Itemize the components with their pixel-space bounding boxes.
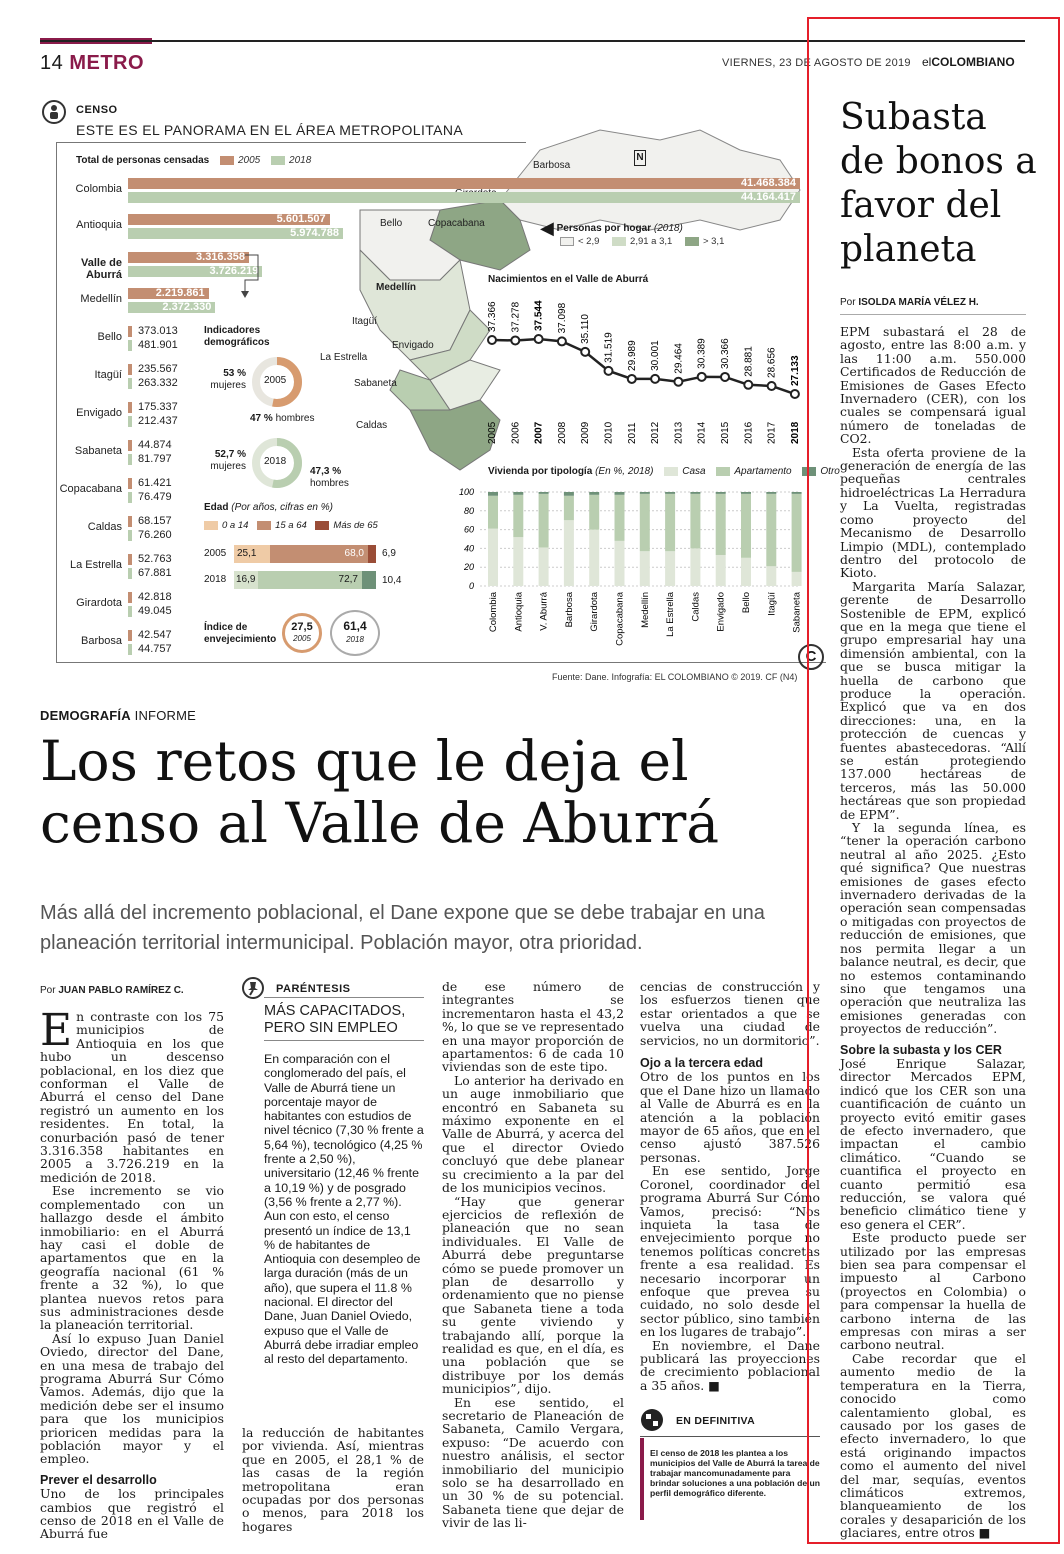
population-bar-2005 xyxy=(128,402,132,413)
population-value-2018: 44.757 xyxy=(138,643,172,655)
births-x-tick: 2010 xyxy=(603,421,615,444)
age-2018-adult: 72,7 xyxy=(258,571,362,589)
population-row-label: Bello xyxy=(97,331,122,343)
aging-title: Índice de envejecimiento xyxy=(204,622,277,645)
connector-arrow xyxy=(240,250,270,300)
age-2018-young: 16,9 xyxy=(234,571,258,589)
births-x-tick: 2009 xyxy=(580,421,592,444)
population-row-label: Antioquia xyxy=(76,219,122,231)
housing-bar-casa xyxy=(615,541,625,586)
births-x-tick: 2008 xyxy=(556,421,568,444)
population-bar-2005 xyxy=(128,630,132,641)
age-2005-young: 25,1 xyxy=(234,545,270,563)
housing-bar-casa xyxy=(766,566,776,586)
population-value-2005: 41.468.384 xyxy=(740,177,796,189)
housing-x-tick: Barbosa xyxy=(563,592,575,628)
legend-swatch-2018 xyxy=(271,156,285,165)
date-line: VIERNES, 23 DE AGOSTO DE 2019 xyxy=(722,57,911,69)
article-column-2: la reducción de habitantes por vivienda. Así, mientras que en 2005, el 28,1 % de las casas de la región metropolitana eran ocupadas por dos personas o menos, para 2018 los hogares xyxy=(242,1425,424,1534)
age-legend: 0 a 14 15 a 64 Más de 65 xyxy=(204,520,378,531)
housing-bar-apartamento xyxy=(640,494,650,551)
housing-y-tick: 0 xyxy=(468,581,474,591)
housing-x-tick: Colombia xyxy=(488,592,499,633)
population-bar-2018 xyxy=(128,454,132,465)
map-label-envigado: Envigado xyxy=(392,340,434,351)
housing-bar-casa xyxy=(640,551,650,586)
births-point xyxy=(651,375,659,383)
population-value-2005: 175.337 xyxy=(138,401,178,413)
census-icon xyxy=(42,100,66,124)
births-data-label: 30.001 xyxy=(650,340,662,371)
housing-bar-apartamento xyxy=(589,495,599,530)
population-bar-2005 xyxy=(128,516,132,527)
population-bar-2018 xyxy=(128,340,132,351)
births-data-label: 37.366 xyxy=(487,301,498,332)
population-value-2018: 49.045 xyxy=(138,605,172,617)
population-value-2018: 5.974.788 xyxy=(290,227,340,239)
housing-bar-otro xyxy=(741,492,751,494)
population-value-2018: 76.260 xyxy=(138,529,172,541)
births-chart-title: Nacimientos en el Valle de Aburrá xyxy=(488,274,649,285)
housing-bar-otro xyxy=(665,492,675,494)
population-row-label: Medellín xyxy=(80,293,122,305)
population-bar-2005 xyxy=(128,554,132,565)
women-2005: 53 % mujeres xyxy=(210,368,246,391)
housing-y-tick: 40 xyxy=(463,543,474,554)
births-x-tick: 2005 xyxy=(487,421,498,444)
births-data-label: 30.366 xyxy=(720,338,731,369)
age-title: Edad (Por años, cifras en %) xyxy=(204,502,333,513)
age-2005-old: 6,9 xyxy=(382,548,396,559)
map-label-la-estrella: La Estrella xyxy=(320,352,368,363)
age-row-2005-year: 2005 xyxy=(204,548,227,559)
housing-x-tick: Envigado xyxy=(715,592,727,632)
population-bar-2018 xyxy=(128,416,132,427)
births-point xyxy=(535,335,543,343)
age-2018-old: 10,4 xyxy=(382,575,402,586)
housing-bar-casa xyxy=(741,558,751,586)
sidebar-body: EPM subastará el 28 de agosto, entre las 8:00 a.m. y las 11:00 a.m. 550.000 Certificados de Reducción de Emisiones de Gases Efecto Invernadero (CER), con los cuales se compensará igual número de toneladas de CO2. Esta oferta proviene de la generación de energía de las pequeñas centrales hidroeléctricas La Herradura y La Vuelta, registradas como proyecto del Mecanismo de Desarrollo Limpio (MDL), contemplado dentro del protocolo de Kioto. Margarita María Salazar, gerente de Desarrollo Sostenible de EPM, explicó que en la mega que tiene el grupo empresarial hay una dimensión ambiental, con la que se busca mitigar la huella de carbono que produce la operación. Explicó que va en dos direcciones: una, en la protección de cuencas y fuentes abastecedoras. “Allí se están protegiendo 137.000 hectáreas de terceros, más las 50.000 hectáreas que son propiedad de EPM”. Y la segunda línea, es “tener la operación carbono neutral al año 2025. ¿Esto qué significa? Que nuestras emisiones de gases efecto invernadero derivadas de la operación sean compensadas o mitigadas con proyectos de reducción de emisiones, que nos permita llegar a un balance neutral, es decir, que no estemos contaminando sino que tengamos una operación que neutraliza las emisiones generadas con proyectos de reducción”. Sobre la subasta y los CER José Enrique Salazar, director Mercados EPM, indicó que los CER son una cuantificación de cuánto un proyecto evitó emitir gases de efecto invernadero, que impactan el cambio climático. “Cuando se cuantifica el proyecto en cuanto permitió esa reducción, se valora qué beneficio climático tiene y eso genera el CER”. Este producto puede ser utilizado por las empresas bien sea para compensar el impuesto al Carbono (proyectos en Colombia) o para compensar la huella de carbono interna de las empresas con miras a ser carbono neutral. Cabe recordar que el aumento medio de la temperatura en la Tierra, conocido como calentamiento global, es causado por los gases de efecto invernadero, lo que está originando impactos como el aumento del nivel del mar, sequías, eventos climáticos extremos, blanqueamiento de los corales y desaparición de los glaciares, entre otros ■ xyxy=(840,324,1026,1541)
housing-bar-apartamento xyxy=(690,494,700,549)
housing-bar-apartamento xyxy=(615,495,625,541)
map-label-medellin: Medellín xyxy=(376,282,417,293)
housing-y-tick: 60 xyxy=(463,524,474,535)
births-x-tick: 2011 xyxy=(626,422,638,444)
population-value-2005: 373.013 xyxy=(138,325,178,337)
population-value-2018: 2.372.330 xyxy=(162,301,212,313)
population-row-label: Barbosa xyxy=(81,635,122,647)
infographic-subtitle: ESTE ES EL PANORAMA EN EL ÁREA METROPOLITANA xyxy=(76,122,464,138)
births-data-label: 29.464 xyxy=(673,343,685,374)
housing-bar-apartamento xyxy=(665,494,675,551)
housing-chart-title: Vivienda por tipología (En %, 2018) Casa Apartamento Otro xyxy=(488,466,840,477)
map-label-caldas: Caldas xyxy=(356,420,388,431)
housing-bar-otro xyxy=(690,492,700,494)
births-x-tick: 2015 xyxy=(720,421,731,444)
housing-x-tick: V. Aburrá xyxy=(538,592,550,631)
population-value-2005: 61.421 xyxy=(138,477,172,489)
births-data-label: 28.656 xyxy=(766,347,778,378)
pin-icon xyxy=(242,977,264,999)
sidebar-rule xyxy=(840,314,1026,315)
housing-bar-otro xyxy=(615,492,625,495)
births-data-label: 31.519 xyxy=(603,332,615,363)
population-row-label: Girardota xyxy=(76,597,122,609)
age-row-2018-year: 2018 xyxy=(204,574,227,585)
population-bar-2005 xyxy=(128,478,132,489)
housing-bar-casa xyxy=(792,572,802,586)
population-value-2005: 3.316.358 xyxy=(196,251,245,263)
population-row-label: Colombia xyxy=(75,183,122,195)
births-x-tick: 2012 xyxy=(650,421,662,444)
population-row-label: Caldas xyxy=(87,521,122,533)
population-value-2005: 2.219.861 xyxy=(155,287,205,299)
housing-x-tick: Itagüí xyxy=(766,592,778,616)
housing-bar-casa xyxy=(513,537,523,586)
population-value-2005: 42.818 xyxy=(138,591,172,603)
population-bar-2018 xyxy=(128,492,132,503)
population-row-label: Sabaneta xyxy=(74,445,122,457)
parentesis-rule-2 xyxy=(264,1040,424,1041)
population-bar-2018 xyxy=(128,530,132,541)
section-name: METRO xyxy=(69,52,145,74)
population-row-label: Envigado xyxy=(76,407,122,419)
housing-x-tick: Antioquia xyxy=(513,592,525,632)
map-label-itagui: Itagüí xyxy=(352,316,378,327)
page-number: 14 xyxy=(40,52,64,74)
housing-x-tick: Sabaneta xyxy=(791,592,803,633)
arrow-left-icon: ◀ xyxy=(540,218,554,238)
births-point xyxy=(674,378,682,386)
population-value-2005: 68.157 xyxy=(138,515,172,527)
housing-x-tick: La Estrella xyxy=(665,592,677,637)
newspaper-logo: elCOLOMBIANO xyxy=(922,55,1015,69)
housing-bar-apartamento xyxy=(513,495,523,537)
births-data-label: 30.389 xyxy=(696,338,708,369)
population-bar-2018 xyxy=(128,568,132,579)
housing-bar-otro xyxy=(539,492,549,494)
map-label-sabaneta: Sabaneta xyxy=(354,378,397,389)
housing-bar-casa xyxy=(690,548,700,586)
births-x-tick: 2013 xyxy=(673,421,685,444)
population-value-2018: 44.164.417 xyxy=(740,191,796,203)
age-2018-old-bar xyxy=(362,571,376,589)
parentesis-title: MÁS CAPACITADOS, PERO SIN EMPLEO xyxy=(264,1003,406,1036)
population-value-2005: 42.547 xyxy=(138,629,172,641)
dropcap: E xyxy=(40,1005,73,1056)
checker-icon xyxy=(640,1408,664,1432)
housing-bar-apartamento xyxy=(716,494,726,555)
housing-bar-otro xyxy=(792,492,802,494)
en-definitiva-rule xyxy=(640,1436,820,1437)
population-legend: Total de personas censadas 2005 2018 xyxy=(76,155,312,166)
births-point xyxy=(768,382,776,390)
household-legend-items: < 2,9 2,91 a 3,1 > 3,1 xyxy=(560,236,724,247)
population-value-2018: 481.901 xyxy=(138,339,178,351)
births-point xyxy=(721,373,729,381)
indicators-title: Indicadores demográficos xyxy=(204,325,270,348)
population-value-2018: 76.479 xyxy=(138,491,172,503)
housing-x-tick: Girardota xyxy=(589,592,601,632)
births-point xyxy=(744,381,752,389)
births-point xyxy=(581,348,589,356)
housing-x-tick: Bello xyxy=(741,592,752,614)
housing-bar-apartamento xyxy=(741,494,751,558)
household-legend: ◀ Personas por hogar (2018) xyxy=(540,218,683,238)
parentesis-label: PARÉNTESIS xyxy=(276,983,351,995)
housing-bar-casa xyxy=(589,530,599,586)
housing-bar-apartamento xyxy=(792,494,802,572)
population-row-label: Copacabana xyxy=(59,483,122,495)
age-2005-old-bar xyxy=(368,545,376,563)
births-x-tick: 2017 xyxy=(766,421,778,444)
parentesis-body: En comparación con el conglomerado del país, el Valle de Aburrá tiene un porcentaje mayor de habitantes con estudios de nivel técnico (7,30 % frente a 5,64 %), tecnológico (4,25 % frente a 2,50 %), universitario (12,46 % frente a 10,19 %) y de posgrado (3,56 % frente a 2,77 %). Aun con esto, el censo presentó un índice de 13,1 % de habitantes de Antioquia con desempleo de larga duración (más de un año), que supera el 11.8 % nacional. El director del Dane, Juan Daniel Oviedo, expuso que el Valle de Aburrá debe irradiar empleo al resto del departamento. xyxy=(264,1052,424,1367)
aging-2005: 27,5 2005 xyxy=(282,613,322,653)
housing-bar-otro xyxy=(589,492,599,495)
population-bar-2018 xyxy=(128,644,132,655)
aging-2018: 61,4 2018 xyxy=(330,610,380,656)
population-bar-2018 xyxy=(128,606,132,617)
map-label-copacabana: Copacabana xyxy=(428,218,485,229)
population-row-label: Itagüí xyxy=(94,369,122,381)
legend-swatch-2005 xyxy=(220,156,234,165)
housing-bar-casa xyxy=(488,529,498,586)
births-x-tick: 2007 xyxy=(533,421,545,444)
population-value-2005: 235.567 xyxy=(138,363,178,375)
article-deck: Más allá del incremento poblacional, el Dane expone que se debe trabajar en una planeación territorial intermunicipal. Población mayor, otra prioridad. xyxy=(40,902,765,954)
births-data-label: 35.110 xyxy=(580,314,592,344)
population-value-2018: 212.437 xyxy=(138,415,178,427)
article-column-3: de ese número de integrantes se incrementaron hasta el 43,2 %, lo que se ve representado en una mayor proporción de apartamentos: 6 de cada 10 viviendas son de este tipo. Lo anterior ha derivado en un auge inmobiliario que encontró en Sabaneta su máximo exponente en el Valle de Aburrá, y acerca del que el director Oviedo concluyó que debe planear su crecimiento a la par del de los municipios vecinos. “Hay que generar ejercicios de reflexión de planeación que no sean individuales. El Valle de Aburrá debe preguntarse cómo se puede promover un plan de desarrollo y ordenamiento que no piense que Sabaneta tiene a toda su gente viviendo y trabajando allí, porque la realidad es que, en el día, es una población que se distribuye por los demás municipios”, dijo. En ese sentido, el secretario de Planeación de Sabaneta, Camilo Vergara, expuso: “De acuerdo con nuestro análisis, el sector inmobiliario del municipio solo se ha desarrollado en un 30 % de su potencial. Sabaneta tiene que dejar de vivir de las li- xyxy=(442,979,624,1531)
housing-x-tick: Copacabana xyxy=(614,592,626,646)
housing-bar-casa xyxy=(564,520,574,586)
men-2018: 47,3 % hombres xyxy=(310,466,349,489)
births-data-label: 37.544 xyxy=(533,300,545,332)
housing-bar-otro xyxy=(640,492,650,494)
infographic-label: CENSO xyxy=(76,104,118,116)
housing-bar-apartamento xyxy=(488,496,498,529)
births-data-label: 27.133 xyxy=(789,355,801,387)
population-bar-2005 xyxy=(128,440,132,451)
article-column-1: En contraste con los 75 municipios de Antioquia en los que hubo un descenso poblacional, en los diez que conforman el Valle de Aburrá el censo del Dane registró un aumento en los residentes. En total, la conurbación pasó de tener 3.316.358 habitantes en 2005 a 3.726.219 en la medición de 2018. Ese incremento se vio complementado con un hallazgo desde el ámbito inmobiliario: en el Aburrá hay casi el doble de apartamentos que en la geografía nacional (61 % frente a 32 %), lo que plantea nuevos retos para sus administraciones desde la planeación territorial. Así lo expuso Juan Daniel Oviedo, director del Dane, en una mesa de trabajo del programa Aburrá Sur Cómo Vamos. Además, dijo que la medición debe ser el insumo para que los municipios prioricen medidas para la población mayor y el empleo. Prever el desarrollo Uno de los principales cambios que registró el censo de 2018 en el Valle de Aburrá fue xyxy=(40,1005,224,1542)
population-value-2018: 67.881 xyxy=(138,567,172,579)
births-line-chart xyxy=(480,288,810,448)
housing-bar-casa xyxy=(665,551,675,586)
article-byline: Por JUAN PABLO RAMÍREZ C. xyxy=(40,985,184,996)
housing-y-tick: 20 xyxy=(463,562,474,573)
population-row-label: La Estrella xyxy=(70,559,122,571)
housing-bar-apartamento xyxy=(564,496,574,520)
population-value-2018: 263.332 xyxy=(138,377,178,389)
en-definitiva-bar xyxy=(640,1438,644,1520)
housing-bar-chart xyxy=(450,484,810,664)
men-2005: 47 % hombres xyxy=(250,413,315,424)
births-data-label: 29.989 xyxy=(626,340,638,371)
population-bar-2005 xyxy=(128,592,132,603)
births-point xyxy=(488,336,496,344)
housing-bar-casa xyxy=(716,555,726,586)
housing-bar-otro xyxy=(766,492,776,494)
infographic-source: Fuente: Dane. Infografía: EL COLOMBIANO © 2019. CF (N4) xyxy=(552,672,798,682)
donut-2018-year: 2018 xyxy=(264,456,287,467)
population-value-2005: 52.763 xyxy=(138,553,172,565)
parentesis-rule xyxy=(264,997,424,998)
population-row-label: Valle de Aburrá xyxy=(81,257,122,281)
population-value-2005: 5.601.507 xyxy=(276,213,326,225)
housing-bar-apartamento xyxy=(539,494,549,548)
map-label-bello: Bello xyxy=(380,218,403,229)
births-point xyxy=(698,373,706,381)
page-header xyxy=(40,52,144,75)
housing-bar-otro xyxy=(564,492,574,496)
population-value-2005: 44.874 xyxy=(138,439,172,451)
population-bar-2018 xyxy=(128,378,132,389)
births-point xyxy=(558,337,566,345)
article-column-4: cencias de construcción y los esfuerzos tienen que estar orientados a que se vuelva una ciudad de servicios, no un dormitorio”. Ojo a la tercera edad Otro de los puntos en los que el Dane hizo un llamado al Valle de Aburrá es en la atención a la población mayor de 65 años, que en el censo ajustó 387.526 personas. En ese sentido, Jorge Coronel, coordinador del programa Aburrá Sur Cómo Vamos, precisó: “Nos inquieta la tasa de envejecimiento porque no tenemos políticas concretas frente a esa realidad. Es necesario incorporar un enfoque que prevea su cuidado, no solo desde el sector público, sino también en los lugares de trabajo”. En noviembre, el Dane publicará las proyecciones de crecimiento poblacional a 35 años. ■ xyxy=(640,979,820,1393)
births-data-label: 28.881 xyxy=(743,346,755,377)
births-point xyxy=(511,336,519,344)
births-x-tick: 2014 xyxy=(696,421,708,444)
en-definitiva-label: EN DEFINITIVA xyxy=(676,1415,755,1427)
population-bar-2005 xyxy=(128,364,132,375)
population-value-2018: 3.726.219 xyxy=(209,265,259,277)
births-point xyxy=(605,367,613,375)
article-kicker: DEMOGRAFÍA INFORME xyxy=(40,708,196,723)
article-headline: Los retos que le deja el censo al Valle de Aburrá xyxy=(40,729,720,855)
housing-bar-casa xyxy=(539,547,549,586)
housing-y-tick: 100 xyxy=(458,487,474,497)
population-value-2018: 81.797 xyxy=(138,453,172,465)
sidebar-byline: Por ISOLDA MARÍA VÉLEZ H. xyxy=(840,297,979,308)
compass-icon: N xyxy=(634,150,646,166)
births-point xyxy=(791,390,799,398)
population-bar-2005 xyxy=(128,326,132,337)
births-x-tick: 2016 xyxy=(743,421,755,444)
births-x-tick: 2006 xyxy=(510,421,522,444)
en-definitiva-body: El censo de 2018 les plantea a los municipios del Valle de Aburrá la tarea de trabajar mancomunadamente para brindar soluciones a una población de un perfil demográfico diferente. xyxy=(650,1448,820,1498)
donut-2005-year: 2005 xyxy=(264,375,287,386)
births-data-label: 37.098 xyxy=(556,302,568,334)
housing-y-tick: 80 xyxy=(463,505,474,516)
map-label-barbosa: Barbosa xyxy=(533,160,571,171)
housing-x-tick: Caldas xyxy=(690,592,702,622)
sidebar-headline: Subasta de bonos a favor del planeta xyxy=(840,97,1037,270)
housing-bar-otro xyxy=(513,492,523,495)
housing-x-tick: Medellín xyxy=(639,592,651,628)
age-2005-adult: 68,0 xyxy=(270,545,368,563)
housing-bar-apartamento xyxy=(766,494,776,566)
housing-bar-otro xyxy=(716,492,726,494)
births-point xyxy=(628,375,636,383)
women-2018: 52,7 % mujeres xyxy=(210,449,246,472)
el-colombiano-c-icon: C xyxy=(798,644,824,670)
housing-bar-otro xyxy=(488,492,498,496)
births-x-tick: 2018 xyxy=(789,421,801,444)
births-data-label: 37.278 xyxy=(510,301,522,333)
